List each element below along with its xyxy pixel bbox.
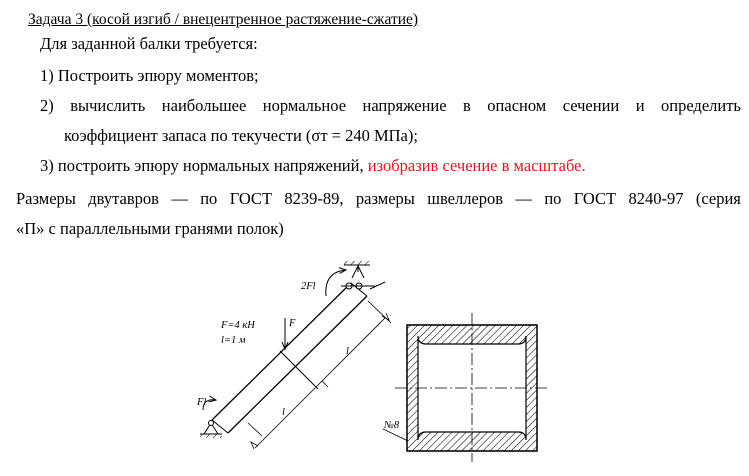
bottom-support [196,397,222,438]
word: швеллеров [427,189,504,208]
word: наибольшее [161,96,247,115]
word: 2) [40,96,54,115]
word: и [635,96,645,115]
cross-section [383,313,548,462]
word: определить [661,96,741,115]
word: по [200,189,218,208]
item-3-period: . [581,156,586,175]
word: Размеры [16,189,76,208]
word: напряжение [362,96,447,115]
dimension-lines [248,301,391,449]
gost-paragraph-continued: «П» с параллельными гранями полок) [16,219,284,238]
given-length: l=1 м [221,335,246,346]
given-force: F=4 кН [221,320,255,331]
word: нормальное [262,96,347,115]
section-label: №8 [384,420,400,431]
word: — [515,189,532,208]
span-label-lower: l [282,407,285,418]
task-item-1: 1) Построить эпюру моментов; [40,66,259,85]
force-label: F [289,318,296,329]
moment-2fl-label: 2Fl [301,281,316,292]
item-3-text: 3) построить эпюру нормальных напряжений, [40,156,368,175]
span-label-upper: l [346,346,349,357]
top-support [341,261,385,289]
word: (серия [695,189,741,208]
word: 8239-89, [284,189,344,208]
task-intro: Для заданной балки требуется: [40,34,258,53]
word: 8240-97 [628,189,684,208]
word: сечении [562,96,620,115]
word: опасном [487,96,547,115]
word: двутавров [88,189,159,208]
word: в [463,96,471,115]
task-item-2-continued: коэффициент запаса по текучести (σт = 240 МПа); [64,126,418,145]
task-title: Задача 3 (косой изгиб / внецентренное растяжение-сжатие) [28,11,419,28]
word: ГОСТ [573,189,617,208]
word: — [171,189,188,208]
item-3-highlight: изобразив сечение в масштабе [367,156,582,175]
word: ГОСТ [229,189,273,208]
word: по [544,189,562,208]
moment-2fl-arrow [301,270,346,296]
beam [212,283,367,433]
word: вычислить [70,96,146,115]
word: размеры [355,189,415,208]
force-arrow [285,318,296,349]
mid-section-line [280,351,318,389]
moment-fl-label: Fl [197,397,207,408]
